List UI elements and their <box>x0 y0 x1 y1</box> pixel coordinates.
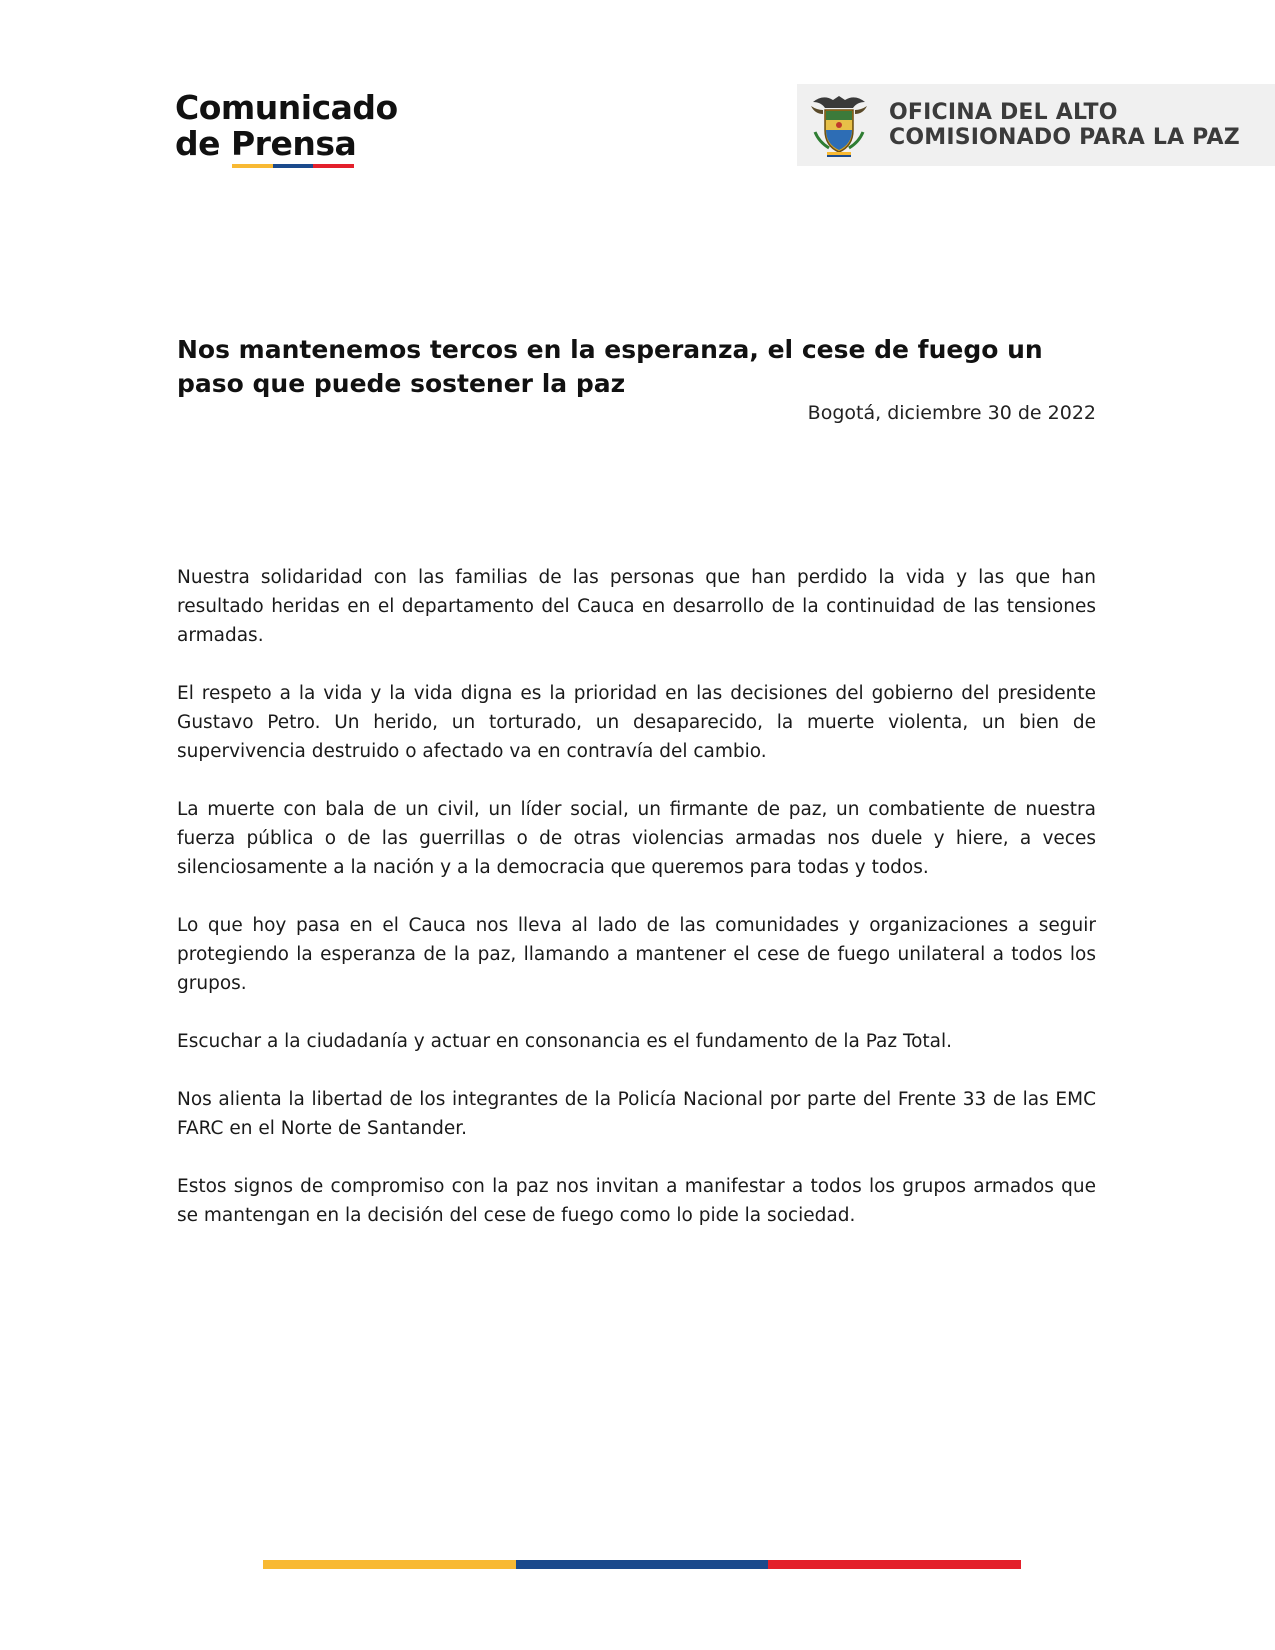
dateline: Bogotá, diciembre 30 de 2022 <box>807 402 1096 424</box>
paragraph: Estos signos de compromiso con la paz nos invitan a manifestar a todos los grupos armados que se mantengan en la decisión del cese de fuego como lo pide la sociedad. <box>177 1176 1096 1226</box>
stripe-yellow <box>232 164 273 168</box>
brand-flag-stripe <box>232 164 354 168</box>
paragraph: Nos alienta la libertad de los integrantes de la Policía Nacional por parte del Frente 33 de las EMC FARC en el Norte de Santander. <box>177 1089 1096 1139</box>
brand-line-2: de Prensa <box>175 124 357 163</box>
article-body <box>177 563 1096 1259</box>
paragraph: El respeto a la vida y la vida digna es la prioridad en las decisiones del gobierno del presidente Gustavo Petro. Un herido, un torturado, un desaparecido, la muerte violenta, un bien de supervivencia destruido o afectado va en contravía del cambio. <box>177 683 1096 762</box>
stripe-red <box>313 164 354 168</box>
coat-of-arms-icon <box>809 92 869 158</box>
stripe-red <box>768 1560 1021 1569</box>
paragraph: Nuestra solidaridad con las familias de las personas que han perdido la vida y las que han resultado heridas en el departamento del Cauca en desarrollo de la continuidad de las tensiones armadas. <box>177 567 1096 646</box>
brand-line-1: Comunicado <box>175 88 398 127</box>
paragraph: La muerte con bala de un civil, un líder social, un firmante de paz, un combatiente de nuestra fuerza pública o de las guerrillas o de otras violencias armadas nos duele y hiere, a veces silenciosamente a la nación y a la democracia que queremos para todas y todos. <box>177 799 1096 878</box>
paragraph: Escuchar a la ciudadanía y actuar en consonancia es el fundamento de la Paz Total. <box>177 1031 953 1052</box>
office-name <box>889 100 1240 150</box>
office-name-line-1: OFICINA DEL ALTO <box>889 100 1118 125</box>
stripe-blue <box>516 1560 769 1569</box>
office-name-line-2: COMISIONADO PARA LA PAZ <box>889 125 1240 150</box>
office-header-box <box>797 84 1275 166</box>
stripe-yellow <box>263 1560 516 1569</box>
press-release-logo <box>175 90 398 162</box>
footer-flag-stripe <box>263 1560 1021 1569</box>
paragraph: Lo que hoy pasa en el Cauca nos lleva al lado de las comunidades y organizaciones a seguir protegiendo la esperanza de la paz, llamando a mantener el cese de fuego unilateral a todos los grupos. <box>177 915 1096 994</box>
stripe-blue <box>273 164 314 168</box>
article-title: Nos mantenemos tercos en la esperanza, el cese de fuego un paso que puede sostener la paz <box>177 335 1043 398</box>
